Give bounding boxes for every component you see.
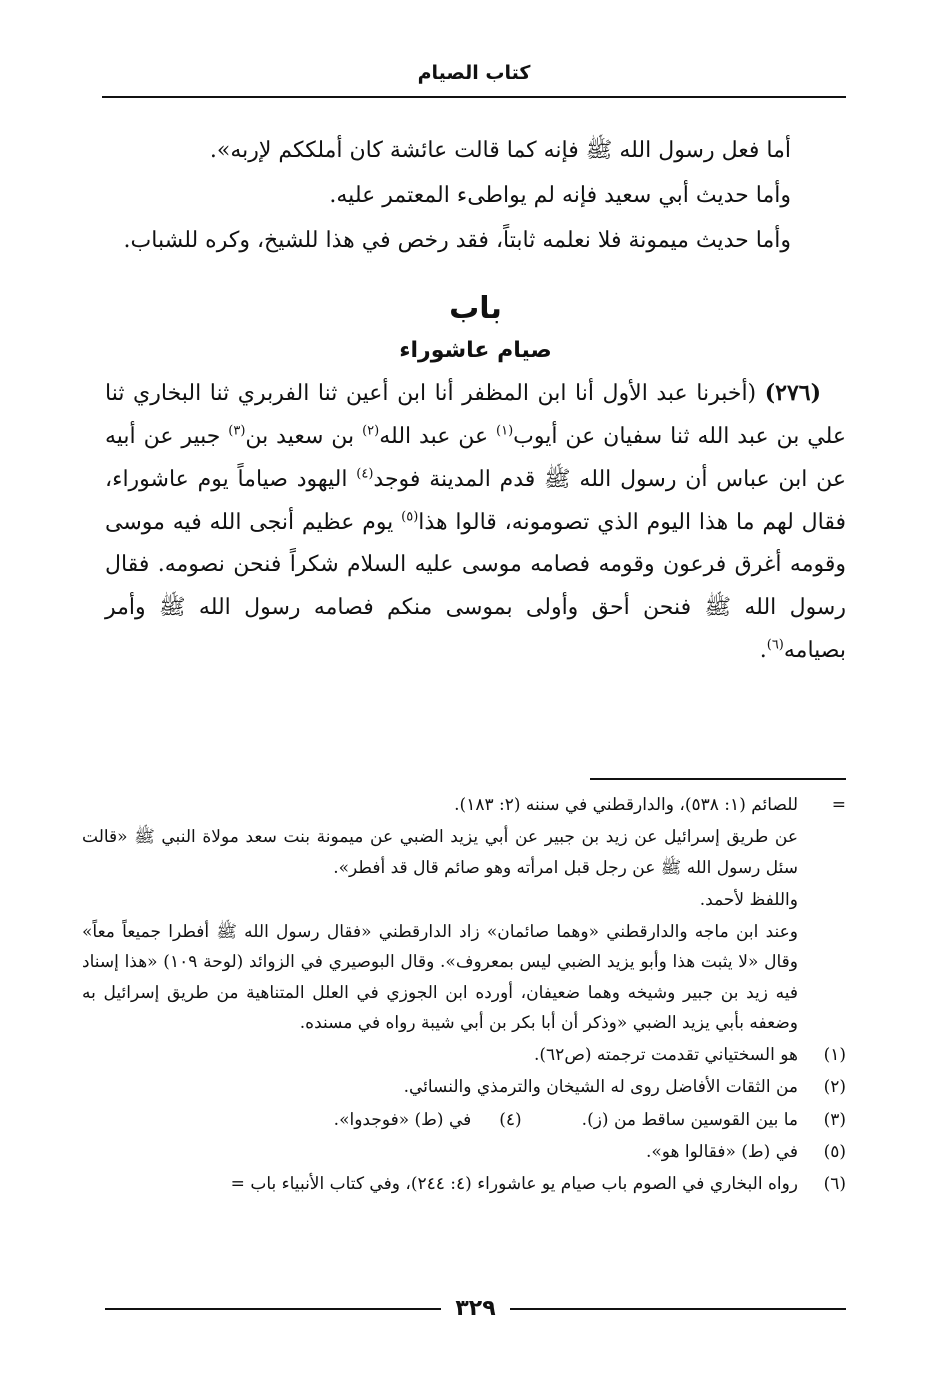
paragraph-3: وأما حديث ميمونة فلا نعلمه ثابتاً، فقد رخص في هذا للشيخ، وكره للشباب. — [123, 227, 791, 253]
paragraph-1: أما فعل رسول الله ﷺ فإنه كما قالت عائشة كان أملككم لإربه». — [209, 138, 791, 163]
header-divider — [102, 96, 846, 98]
footer-rule-right — [510, 1308, 846, 1310]
chapter-subtitle: صيام عاشوراء — [399, 337, 552, 363]
continuation-paragraph-2: وعند ابن ماجه والدارقطني «وهما صائمان» زاد الدارقطني «فقال رسول الله ﷺ أفطرا جميعاً معاً» وقال «لا يثبت هذا وأبو يزيد الضبي ليس بمعروف». وقال البوصيري في الزوائد (لوحة ١٠٩) «هذا إسناد فيه زيد بن جبير وشيخه وهما ضعيفان، أورده ابن الجوزي في العلل المتناهية من طريق إسرائيل به وضعفه بأبي يزيد الضبي «وذكر أن أبا بكر بن أبي شيبة رواه في مسنده. — [82, 922, 798, 1033]
hadith-text-4: جبير عن أبيه عن ابن عباس أن رسول الله ﷺ قدم المدينة فوجد — [105, 423, 846, 492]
footnote-ref-4[interactable]: (٤) — [356, 466, 374, 482]
page-footer — [105, 1296, 846, 1321]
footnote-mark: (٤) — [499, 1109, 522, 1130]
continuation-line-1: للصائم (١: ٥٣٨)، والدارقطني في سننه (٢: ١٨٣). — [454, 795, 798, 815]
hadith-text-2: عن عبد الله — [379, 423, 497, 449]
footnote-text: في (ط) «فوجدوا». — [333, 1109, 472, 1130]
footnotes — [82, 790, 846, 1201]
hadith-number: (٢٧٦) — [764, 379, 821, 406]
footnote-text: في (ط) «فقالوا هو». — [645, 1141, 798, 1162]
footnote-3-and-4 — [82, 1105, 846, 1135]
footnote-5 — [82, 1137, 846, 1167]
main-text — [105, 130, 846, 675]
footnote-text: من الثقات الأفاضل روى له الشيخان والترمذي والنسائي. — [403, 1077, 798, 1098]
footnote-ref-5[interactable]: (٥) — [401, 509, 419, 525]
hadith-text-3: بن سعيد بن — [245, 423, 363, 449]
continuation-line-2: عن طريق إسرائيل عن زيد بن جبير عن أبي يزيد الضبي عن ميمونة بنت سعد مولاة النبي ﷺ «قالت سئل رسول الله ﷺ عن رجل قبل امرأته وهو صائم قال قد أفطر». — [82, 827, 798, 878]
footnote-2 — [82, 1072, 846, 1102]
chapter-title: باب — [449, 290, 502, 326]
hadith-text-7: . — [759, 638, 767, 664]
footnote-ref-3[interactable]: (٣) — [228, 423, 246, 439]
footnote-mark: (١) — [823, 1045, 846, 1065]
hadith-text-6: يوم عظيم أنجى الله فيه موسى وقومه أغرق فرعون وقومه فصامه موسى عليه السلام شكراً فنحن نصومه. فقال رسول الله ﷺ فنحن أحق وأولى بموسى منكم فصامه رسول الله ﷺ وأمر بصيامه — [105, 509, 846, 664]
footnote-text: هو السختياني تقدمت ترجمته (ص٦٢). — [534, 1045, 798, 1065]
paragraph-2: وأما حديث أبي سعيد فإنه لم يواطىء المعتمر عليه. — [329, 182, 791, 208]
footnote-6 — [82, 1169, 846, 1199]
footnote-text: ما بين القوسين ساقط من (ز). — [581, 1109, 798, 1130]
footnote-mark: (٦) — [823, 1174, 846, 1194]
hadith-paragraph — [105, 372, 846, 673]
footnote-continuation — [82, 790, 846, 820]
footnote-ref-6[interactable]: (٦) — [766, 637, 784, 653]
page-number: ٣٢٩ — [455, 1296, 496, 1321]
footnote-text: رواه البخاري في الصوم باب صيام يو عاشوراء (٤: ٢٤٤)، وفي كتاب الأنبياء باب = — [230, 1174, 798, 1194]
hadith-text-1: (أخبرنا عبد الأول أنا ابن المظفر أنا ابن أعين ثنا الفربري ثنا البخاري ثنا علي بن عبد الله ثنا سفيان عن أيوب — [105, 380, 847, 449]
continuation-mark: = — [831, 795, 846, 815]
continuation-line-3: واللفظ لأحمد. — [699, 889, 798, 910]
hadith-text-5: اليهود صياماً يوم عاشوراء، فقال لهم ما هذا اليوم الذي تصومونه، قالوا هذا — [105, 466, 847, 535]
footnote-mark: (٥) — [823, 1141, 846, 1162]
footnote-mark: (٣) — [823, 1109, 846, 1130]
footnote-1 — [82, 1040, 846, 1070]
footnote-ref-2[interactable]: (٢) — [362, 423, 380, 439]
running-header: كتاب الصيام — [417, 62, 531, 84]
footnote-ref-1[interactable]: (١) — [496, 423, 514, 439]
footer-rule-left — [105, 1308, 441, 1310]
footnote-divider — [590, 778, 846, 780]
footnote-mark: (٢) — [823, 1077, 846, 1098]
